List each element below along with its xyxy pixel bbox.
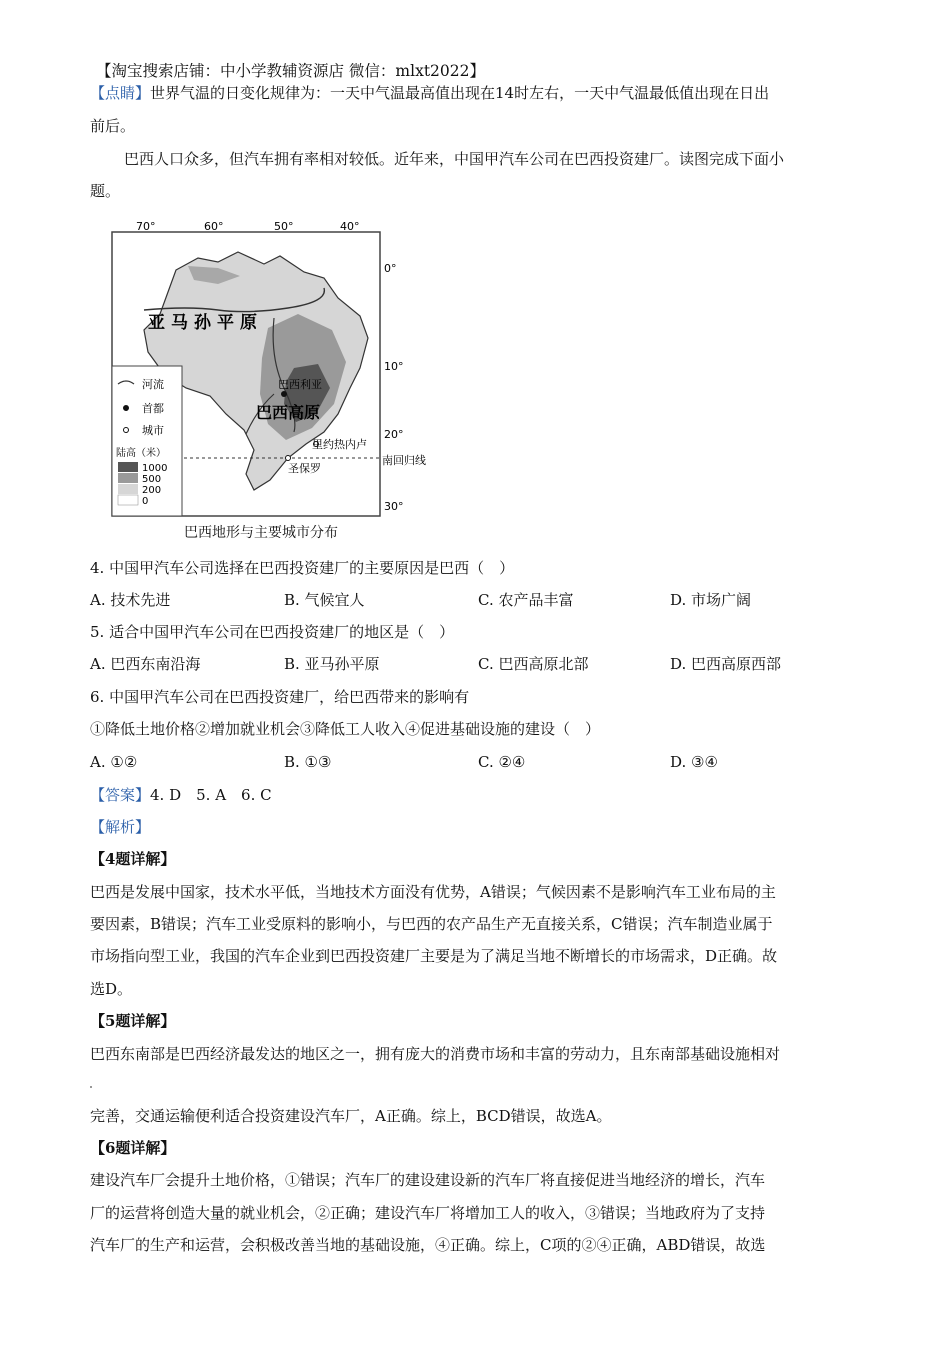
legend-elevation-title: 陆高（米） bbox=[116, 448, 166, 459]
lon-label-70: 70° bbox=[136, 220, 156, 233]
legend-swatch-500 bbox=[118, 473, 138, 483]
q4-option-b: B. 气候宜人 bbox=[284, 591, 365, 609]
q4-stem: 4. 中国甲汽车公司选择在巴西投资建厂的主要原因是巴西（ ） bbox=[90, 559, 515, 577]
q5-option-d: D. 巴西高原西部 bbox=[670, 655, 782, 673]
legend-level-500: 500 bbox=[142, 474, 162, 485]
lon-label-60: 60° bbox=[204, 220, 224, 233]
label-tropic: 南回归线 bbox=[382, 454, 426, 467]
header-banner: 【淘宝搜索店铺：中小学教辅资源店 微信：mlxt2022】 bbox=[96, 62, 486, 80]
q6-option-c: C. ②④ bbox=[478, 753, 526, 771]
q5-stem: 5. 适合中国甲汽车公司在巴西投资建厂的地区是（ ） bbox=[90, 623, 455, 641]
d4-line-3: 市场指向型工业，我国的汽车企业到巴西投资建厂主要是为了满足当地不断增长的市场需求，D正确。故 bbox=[90, 947, 778, 965]
q5-option-b: B. 亚马孙平原 bbox=[284, 655, 380, 673]
d6-line-1: 建设汽车厂会提升土地价格，①错误；汽车厂的建设建设新的汽车厂将直接促进当地经济的增长，汽车 bbox=[90, 1171, 766, 1189]
q4-option-d: D. 市场广阔 bbox=[670, 591, 752, 609]
q6-option-d: D. ③④ bbox=[670, 753, 718, 771]
legend-capital-label: 首都 bbox=[142, 402, 164, 415]
q5-option-a: A. 巴西东南沿海 bbox=[90, 655, 201, 673]
lat-label-20: 20° bbox=[384, 428, 404, 441]
q6-items: ①降低土地价格②增加就业机会③降低工人收入④促进基础设施的建设（ ） bbox=[90, 720, 601, 738]
lat-label-0: 0° bbox=[384, 262, 397, 275]
legend-level-1000: 1000 bbox=[142, 463, 168, 474]
stray-dot bbox=[90, 1086, 92, 1088]
answer-text: 4. D 5. A 6. C bbox=[150, 786, 272, 804]
legend-river-label: 河流 bbox=[142, 378, 164, 391]
legend-level-0: 0 bbox=[142, 496, 149, 507]
q4-option-a: A. 技术先进 bbox=[90, 591, 171, 609]
d5-line-2: 完善，交通运输便利适合投资建设汽车厂，A正确。综上，BCD错误，故选A。 bbox=[90, 1107, 612, 1125]
lat-label-30: 30° bbox=[384, 500, 404, 513]
brazil-map-figure bbox=[98, 218, 438, 540]
q5-option-c: C. 巴西高原北部 bbox=[478, 655, 589, 673]
label-saopaulo: 圣保罗 bbox=[288, 462, 321, 475]
lat-label-10: 10° bbox=[384, 360, 404, 373]
legend-city-label: 城市 bbox=[142, 424, 164, 437]
d5-line-1: 巴西东南部是巴西经济最发达的地区之一，拥有庞大的消费市场和丰富的劳动力，且东南部基础设施相对 bbox=[90, 1045, 781, 1063]
d6-title: 【6题详解】 bbox=[90, 1139, 176, 1157]
lon-label-50: 50° bbox=[274, 220, 294, 233]
analysis-tag: 【解析】 bbox=[90, 818, 151, 836]
legend-swatch-1000 bbox=[118, 462, 138, 472]
d5-title: 【5题详解】 bbox=[90, 1012, 176, 1030]
dianjing-line-2: 前后。 bbox=[90, 117, 136, 135]
d6-line-2: 厂的运营将创造大量的就业机会，②正确；建设汽车厂将增加工人的收入，③错误；当地政府为了支持 bbox=[90, 1204, 766, 1222]
q6-option-a: A. ①② bbox=[90, 753, 138, 771]
label-brazil-plateau: 巴西高原 bbox=[256, 403, 321, 422]
intro-line-1: 巴西人口众多，但汽车拥有率相对较低。近年来，中国甲汽车公司在巴西投资建厂。读图完成下面小 bbox=[124, 150, 785, 168]
legend-swatch-200 bbox=[118, 484, 138, 494]
q4-option-c: C. 农产品丰富 bbox=[478, 591, 574, 609]
legend-swatch-0 bbox=[118, 495, 138, 505]
capital-brasilia-marker bbox=[281, 391, 287, 397]
dianjing-line-1 bbox=[90, 82, 865, 104]
d4-title: 【4题详解】 bbox=[90, 850, 176, 868]
d4-line-1: 巴西是发展中国家，技术水平低，当地技术方面没有优势，A错误；气候因素不是影响汽车工业布局的主 bbox=[90, 883, 776, 901]
answer-line bbox=[90, 784, 865, 806]
label-amazon-plain: 亚马孙平原 bbox=[148, 313, 263, 333]
d4-line-2: 要因素，B错误；汽车工业受原料的影响小，与巴西的农产品生产无直接关系，C错误；汽车制造业属于 bbox=[90, 915, 773, 933]
brazil-map bbox=[98, 218, 438, 540]
label-brasilia: 巴西利亚 bbox=[278, 378, 322, 391]
q6-stem: 6. 中国甲汽车公司在巴西投资建厂，给巴西带来的影响有 bbox=[90, 688, 470, 706]
dianjing-tag: 【点睛】 bbox=[90, 84, 151, 102]
q6-option-b: B. ①③ bbox=[284, 753, 332, 771]
answer-tag: 【答案】 bbox=[90, 786, 151, 804]
lon-label-40: 40° bbox=[340, 220, 360, 233]
legend-capital-icon bbox=[123, 405, 129, 411]
d4-line-4: 选D。 bbox=[90, 980, 133, 998]
legend-city-icon bbox=[124, 428, 129, 433]
d6-line-3: 汽车厂的生产和运营，会积极改善当地的基础设施，④正确。综上，C项的②④正确，ABD错误，故选 bbox=[90, 1236, 766, 1254]
legend-level-200: 200 bbox=[142, 485, 162, 496]
intro-line-2: 题。 bbox=[90, 182, 121, 200]
label-rio: 里约热内卢 bbox=[312, 438, 367, 451]
map-caption: 巴西地形与主要城市分布 bbox=[184, 525, 338, 541]
city-saopaulo-marker bbox=[286, 456, 291, 461]
dianjing-text-1: 世界气温的日变化规律为：一天中气温最高值出现在14时左右，一天中气温最低值出现在日出 bbox=[150, 84, 770, 102]
